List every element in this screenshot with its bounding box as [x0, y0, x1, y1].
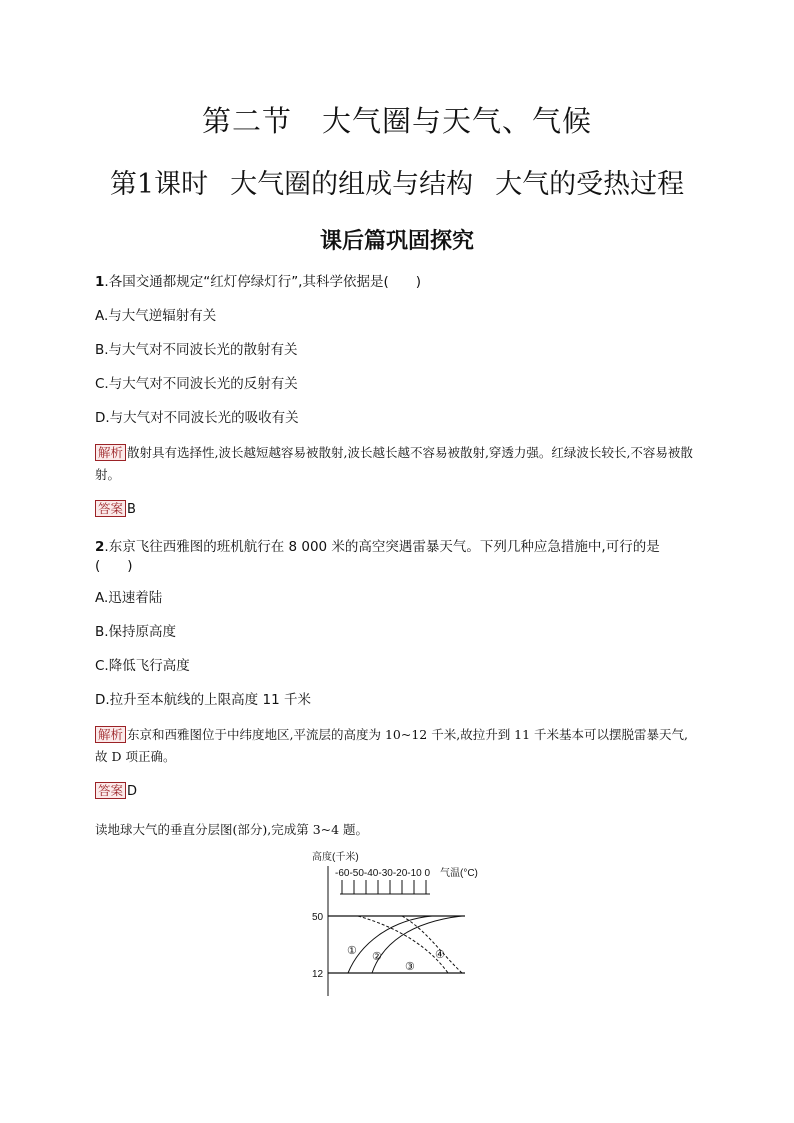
q2-option-d: D.拉升至本航线的上限高度 11 千米 [95, 692, 311, 708]
analysis-label: 解析 [95, 726, 126, 743]
atmosphere-layers-figure [300, 848, 500, 998]
q1-option-c: C.与大气对不同波长光的反射有关 [95, 376, 298, 392]
q1-answer: 答案 B [95, 500, 136, 520]
q2-analysis: 解析 东京和西雅图位于中纬度地区,平流层的高度为 10~12 千米,故拉升到 11 千米基本可以摆脱雷暴天气,故 D 项正确。 [95, 727, 689, 764]
question-2-stem-cont: ( ) [95, 558, 133, 574]
q2-option-b: B.保持原高度 [95, 624, 177, 640]
curve-2 [372, 916, 462, 973]
q3-4-intro: 读地球大气的垂直分层图(部分),完成第 3~4 题。 [95, 822, 369, 837]
y-tick-50: 50 [312, 912, 324, 923]
answer-label: 答案 [95, 782, 126, 799]
temp-axis-label: 气温(°C) [440, 868, 478, 879]
curve-3 [358, 916, 448, 973]
curve-label-2: ② [372, 951, 382, 963]
analysis-label: 解析 [95, 444, 126, 461]
question-2-stem: 2.东京飞往西雅图的班机航行在 8 000 米的高空突遇雷暴天气。下列几种应急措施中,可行的是 [95, 539, 660, 555]
y-axis-label: 高度(千米) [312, 852, 359, 863]
q1-option-b: B.与大气对不同波长光的散射有关 [95, 342, 298, 358]
question-1-stem: 1.各国交通都规定“红灯停绿灯行”,其科学依据是( ) [95, 274, 422, 290]
y-tick-12: 12 [312, 969, 324, 980]
subtitle: 课后篇巩固探究 [319, 229, 474, 254]
temp-tick-bar [340, 880, 430, 894]
q2-option-a: A.迅速着陆 [95, 590, 163, 606]
q1-analysis: 解析 散射具有选择性,波长越短越容易被散射,波长越长越不容易被散射,穿透力强。红绿波长较长,不容易被散射。 [95, 445, 693, 482]
lesson-title: 第1课时 大气圈的组成与结构 大气的受热过程 [109, 169, 685, 200]
q1-option-d: D.与大气对不同波长光的吸收有关 [95, 410, 299, 426]
section-title: 第二节 大气圈与天气、气候 [201, 104, 593, 138]
curve-label-4: ④ [435, 949, 445, 961]
curve-label-1: ① [347, 945, 357, 957]
answer-label: 答案 [95, 500, 126, 517]
curve-label-3: ③ [405, 961, 415, 973]
q2-answer: 答案 D [95, 782, 137, 802]
q1-option-a: A.与大气逆辐射有关 [95, 308, 217, 324]
temp-tick-labels: -60-50-40-30-20-10 0 [335, 868, 431, 879]
q2-option-c: C.降低飞行高度 [95, 658, 190, 674]
